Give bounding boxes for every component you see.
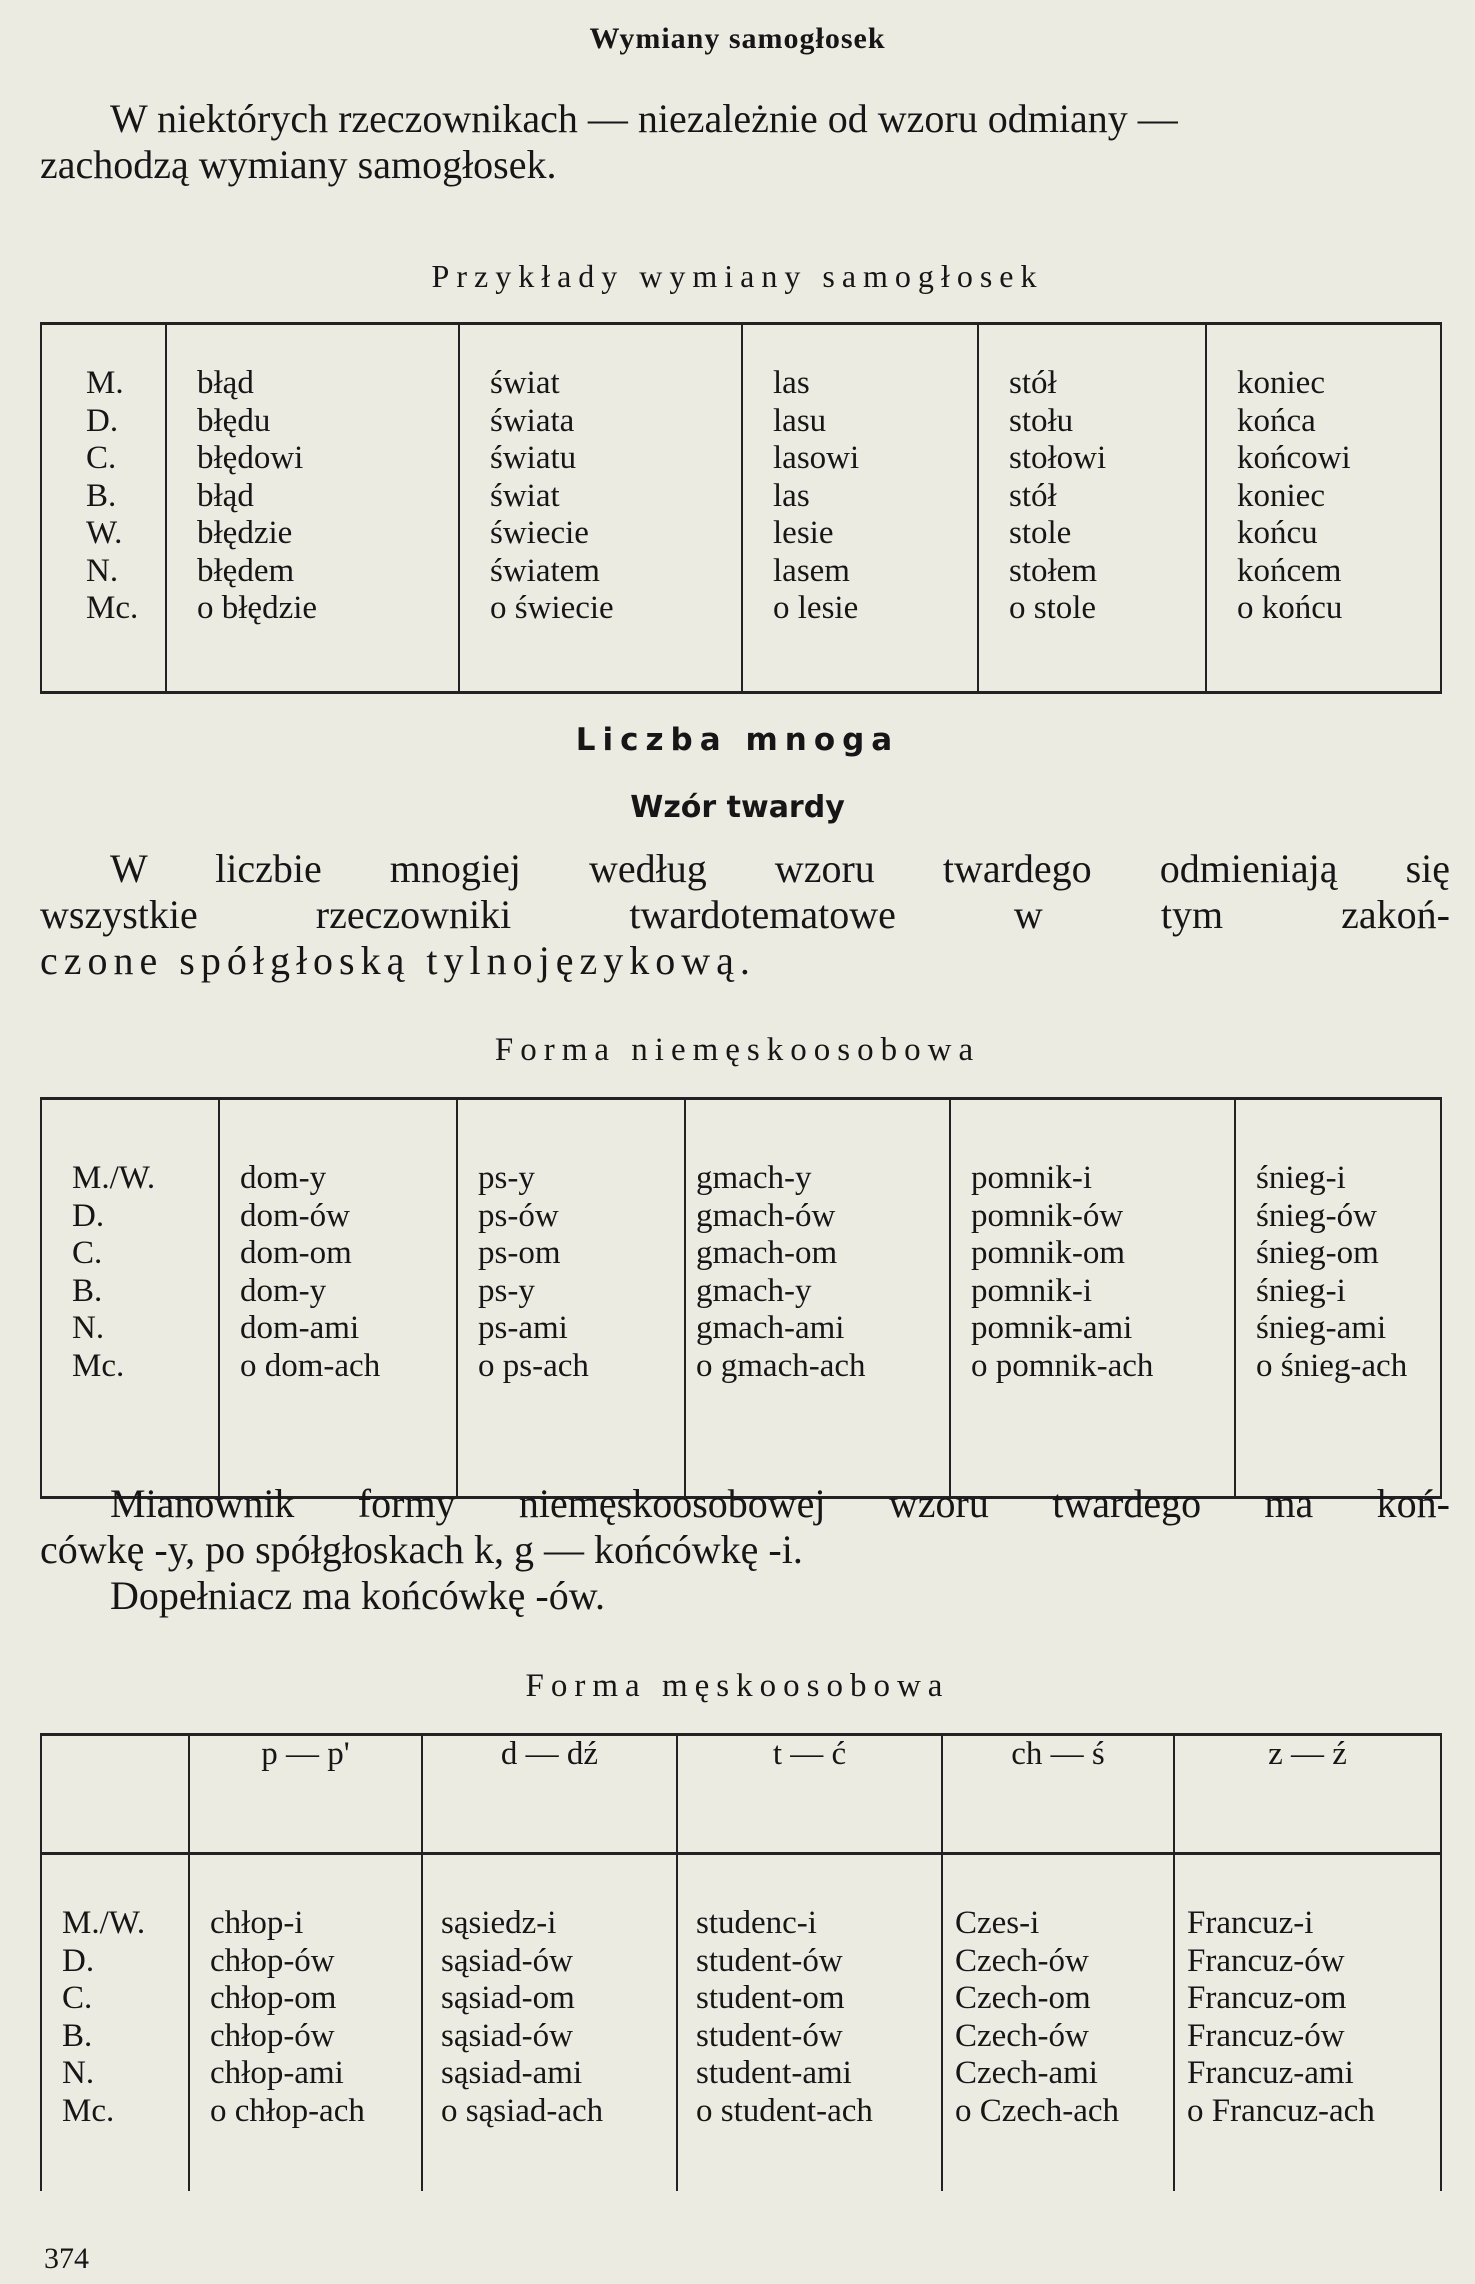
table-cell: o ps-ach <box>478 1347 589 1384</box>
table-cell: stół <box>1009 365 1057 401</box>
table-cell: końcu <box>1237 515 1318 551</box>
table-cell: sąsiad-ów <box>441 2017 573 2054</box>
table-cell: o sąsiad-ach <box>441 2092 604 2129</box>
plural-intro-line-3: czone spółgłoską tylnojęzykową. <box>40 938 756 983</box>
table-cell: stołu <box>1009 402 1074 439</box>
table-cell: świecie <box>490 515 589 551</box>
table-cell: gmach-y <box>696 1272 812 1309</box>
table-cell: gmach-om <box>696 1235 838 1271</box>
table-cell: ps-ów <box>478 1197 559 1234</box>
case-label-column <box>41 1099 219 1498</box>
table-cell: chłop-i <box>210 1905 304 1941</box>
nonmasc-caption: Forma niemęskoosobowa <box>494 1032 981 1068</box>
nominative-note <box>40 1481 1450 1619</box>
masc-table <box>40 1733 1442 2191</box>
table-cell: o gmach-ach <box>696 1347 866 1384</box>
table-cell: studenc-i <box>696 1905 817 1941</box>
table-cell: stołem <box>1009 552 1097 589</box>
table-cell: lasem <box>773 552 850 589</box>
table-cell: ps-ami <box>478 1310 568 1346</box>
table-cell: światem <box>490 552 600 589</box>
table-cell: lasowi <box>773 440 860 476</box>
table-cell: sąsiad-ów <box>441 1942 573 1979</box>
column-pies <box>457 1099 685 1498</box>
column-las <box>742 324 978 693</box>
case-label-column <box>41 1854 189 2192</box>
table-cell: śnieg-om <box>1256 1235 1379 1271</box>
table-cell: ps-y <box>478 1272 535 1309</box>
table-cell: Czech-ów <box>955 1942 1089 1979</box>
column-gmach <box>685 1099 950 1498</box>
table-caption: Przykłady wymiany samogłosek <box>431 258 1044 294</box>
table-cell: Francuz-ów <box>1187 1942 1345 1979</box>
case-label: C. <box>62 1980 93 2016</box>
intro-line-1: W niektórych rzeczownikach — niezależnie od wzoru odmiany — <box>110 96 1178 141</box>
table-cell: świata <box>490 402 575 439</box>
table-cell: błędem <box>197 552 295 589</box>
table-cell: Francuz-om <box>1187 1980 1347 2016</box>
table-cell: końca <box>1237 402 1316 439</box>
table-cell: o lesie <box>773 590 859 626</box>
table-cell: pomnik-i <box>971 1160 1092 1196</box>
column-swiat <box>459 324 742 693</box>
vowel-alternation-table <box>40 322 1442 694</box>
header-ch: ch — ś <box>942 1735 1174 1854</box>
table-cell: student-om <box>696 1980 845 2016</box>
case-label: M./W. <box>72 1160 156 1196</box>
case-label: M./W. <box>62 1905 146 1941</box>
case-label: B. <box>62 2017 93 2054</box>
case-label: C. <box>86 440 117 476</box>
column-francuz <box>1174 1854 1441 2192</box>
column-dom <box>219 1099 457 1498</box>
plural-intro-line-1: W liczbie mnogiej według wzoru twardego odmieniają się <box>110 846 1450 891</box>
table-cell: o chłop-ach <box>210 2092 365 2129</box>
table-cell: o stole <box>1009 590 1097 626</box>
column-blad <box>166 324 459 693</box>
table-cell: światu <box>490 440 577 476</box>
table-cell: o świecie <box>490 590 614 626</box>
table-cell: Czech-ów <box>955 2017 1089 2054</box>
table-cell: las <box>773 477 810 514</box>
header-d: d — dź <box>422 1735 677 1854</box>
masc-header-row <box>41 1735 1441 1854</box>
column-czech <box>942 1854 1174 2192</box>
table-cell: Czech-ami <box>955 2055 1098 2091</box>
table-cell: sąsiad-ami <box>441 2055 583 2091</box>
column-chlop <box>189 1854 422 2192</box>
plural-intro-line-2: wszystkie rzeczowniki twardotematowe w tym zakoń- <box>40 892 1450 937</box>
table-cell: sąsiedz-i <box>441 1905 557 1941</box>
note-line-2: cówkę -y, po spółgłoskach k, g — końcówkę -i. <box>40 1527 803 1572</box>
table-cell: Francuz-i <box>1187 1905 1314 1941</box>
table-cell: o student-ach <box>696 2092 873 2129</box>
table-cell: ps-om <box>478 1235 561 1271</box>
table-cell: błąd <box>197 477 254 514</box>
table-cell: śnieg-i <box>1256 1272 1346 1309</box>
section-title: Wymiany samogłosek <box>589 22 886 55</box>
table-cell: las <box>773 365 810 401</box>
column-koniec <box>1206 324 1441 693</box>
table-cell: końcowi <box>1237 440 1351 476</box>
table-cell: ps-y <box>478 1160 535 1196</box>
header-p: p — p' <box>189 1735 422 1854</box>
table-cell: błędowi <box>197 440 304 476</box>
case-label: N. <box>72 1310 105 1346</box>
column-snieg <box>1235 1099 1441 1498</box>
table-cell: pomnik-ów <box>971 1197 1124 1234</box>
case-label: Mc. <box>86 590 139 626</box>
case-label: N. <box>86 552 119 589</box>
table-cell: dom-ów <box>240 1197 350 1234</box>
table-cell: pomnik-om <box>971 1235 1125 1271</box>
case-label: D. <box>62 1942 95 1979</box>
table-cell: świat <box>490 365 560 401</box>
nonmasc-table <box>40 1097 1442 1499</box>
table-cell: student-ów <box>696 1942 843 1979</box>
table-cell: student-ów <box>696 2017 843 2054</box>
case-label: B. <box>72 1272 103 1309</box>
table-cell: koniec <box>1237 477 1325 514</box>
table-cell: student-ami <box>696 2055 852 2091</box>
table-cell: sąsiad-om <box>441 1980 575 2016</box>
table-cell: o błędzie <box>197 590 318 626</box>
table-cell: stół <box>1009 477 1057 514</box>
column-sasiad <box>422 1854 677 2192</box>
table-cell: dom-y <box>240 1272 327 1309</box>
masc-caption: Forma męskoosobowa <box>525 1668 950 1704</box>
plural-title: Liczba mnoga <box>575 722 900 758</box>
table-cell: chłop-ów <box>210 2017 335 2054</box>
table-cell: o końcu <box>1237 590 1343 626</box>
table-cell: o Czech-ach <box>955 2092 1119 2129</box>
table-cell: pomnik-i <box>971 1272 1092 1309</box>
table-cell: Francuz-ów <box>1187 2017 1345 2054</box>
plural-intro-paragraph <box>40 846 1450 984</box>
table-cell: stole <box>1009 515 1072 551</box>
case-label: Mc. <box>72 1347 125 1384</box>
case-label: D. <box>86 402 119 439</box>
table-cell: gmach-ami <box>696 1310 845 1346</box>
case-label: M. <box>86 365 124 401</box>
case-label: Mc. <box>62 2092 115 2129</box>
table-cell: dom-om <box>240 1235 352 1271</box>
table-cell: Czes-i <box>955 1905 1040 1941</box>
table-cell: błędu <box>197 402 271 439</box>
case-label: C. <box>72 1235 103 1271</box>
table-cell: śnieg-i <box>1256 1160 1346 1196</box>
table-cell: o Francuz-ach <box>1187 2092 1375 2129</box>
intro-line-2: zachodzą wymiany samogłosek. <box>40 142 557 187</box>
case-label: B. <box>86 477 117 514</box>
table-cell: pomnik-ami <box>971 1310 1133 1346</box>
table-cell: stołowi <box>1009 440 1107 476</box>
table-cell: błędzie <box>197 515 293 551</box>
table-cell: o dom-ach <box>240 1347 381 1384</box>
table-cell: lasu <box>773 402 827 439</box>
table-cell: lesie <box>773 515 834 551</box>
page-number: 374 <box>44 2242 89 2275</box>
table-cell: chłop-om <box>210 1980 337 2016</box>
case-label: N. <box>62 2055 95 2091</box>
table-cell: świat <box>490 477 560 514</box>
column-stol <box>978 324 1206 693</box>
table-cell: o śnieg-ach <box>1256 1347 1408 1384</box>
table-cell: o pomnik-ach <box>971 1347 1154 1384</box>
table-cell: śnieg-ów <box>1256 1197 1377 1234</box>
header-t: t — ć <box>677 1735 942 1854</box>
table-cell: Czech-om <box>955 1980 1091 2016</box>
table-cell: dom-y <box>240 1160 327 1196</box>
table-cell: koniec <box>1237 365 1325 401</box>
header-z: z — ź <box>1174 1735 1441 1854</box>
case-label: W. <box>86 515 123 551</box>
vowel-intro-paragraph <box>40 96 1430 188</box>
plural-subtitle: Wzór twardy <box>630 790 845 825</box>
column-pomnik <box>950 1099 1235 1498</box>
table-cell: końcem <box>1237 552 1342 589</box>
table-cell: gmach-y <box>696 1160 812 1196</box>
table-cell: chłop-ów <box>210 1942 335 1979</box>
column-student <box>677 1854 942 2192</box>
table-cell: śnieg-ami <box>1256 1310 1387 1346</box>
table-cell: Francuz-ami <box>1187 2055 1354 2091</box>
note-line-3: Dopełniacz ma końcówkę -ów. <box>110 1573 605 1618</box>
case-label-column <box>41 324 166 693</box>
table-cell: chłop-ami <box>210 2055 344 2091</box>
note-line-1: Mianownik formy niemęskoosobowej wzoru twardego ma koń- <box>110 1481 1450 1526</box>
table-cell: gmach-ów <box>696 1197 836 1234</box>
table-cell: błąd <box>197 365 254 401</box>
table-cell: dom-ami <box>240 1310 360 1346</box>
case-label: D. <box>72 1197 105 1234</box>
